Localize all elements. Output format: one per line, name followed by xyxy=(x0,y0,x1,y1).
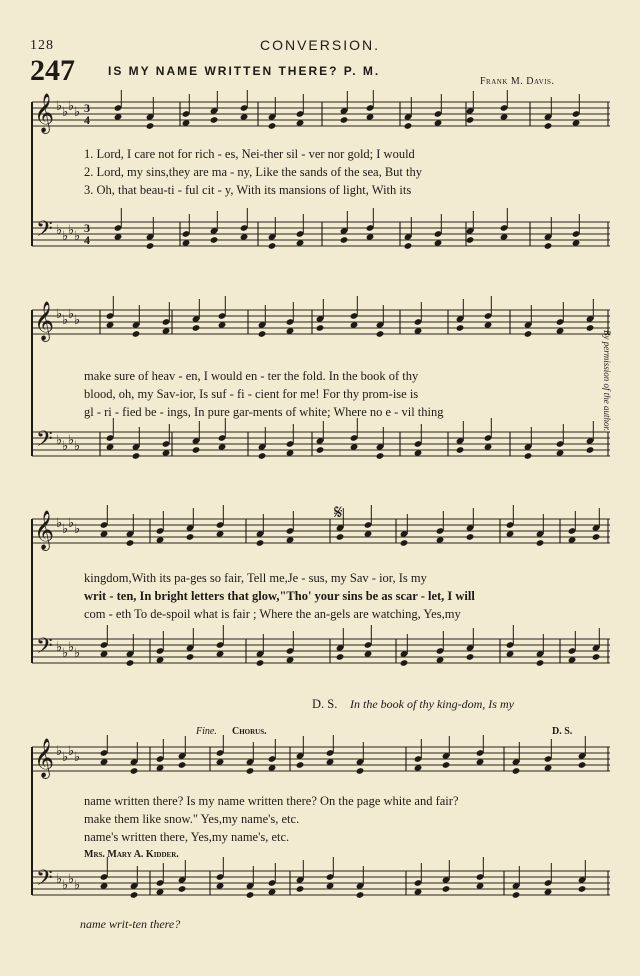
flat-sign-icon: ♭ xyxy=(68,223,75,238)
note-head xyxy=(442,885,451,893)
note-head xyxy=(256,539,265,547)
note-head xyxy=(132,452,141,460)
flat-sign-icon: ♭ xyxy=(56,307,63,322)
time-signature: 4 xyxy=(84,113,90,127)
note-head xyxy=(544,122,553,130)
note-head xyxy=(210,236,219,244)
flat-sign-icon: ♭ xyxy=(62,105,69,120)
note-head xyxy=(466,236,475,244)
note-head xyxy=(512,767,521,775)
lyric-line: 2. Lord, my sins,they are ma - ny, Like the sands of the sea, But thy xyxy=(84,165,423,179)
note-head xyxy=(268,242,277,250)
flat-sign-icon: ♭ xyxy=(74,105,81,120)
bass-clef-icon: 𝄢 xyxy=(36,634,53,664)
note-head xyxy=(592,533,601,541)
bass-clef-icon: 𝄢 xyxy=(36,427,53,457)
time-signature: 3 xyxy=(84,221,90,235)
flat-sign-icon: ♭ xyxy=(56,744,63,759)
note-head xyxy=(296,761,305,769)
note-head xyxy=(524,452,533,460)
lyric-line: gl - ri - fied be - ings, In pure gar-ments of white; Where no e - vil thing xyxy=(84,405,444,419)
flat-sign-icon: ♭ xyxy=(74,878,81,893)
flat-sign-icon: ♭ xyxy=(56,516,63,531)
note-head xyxy=(146,242,155,250)
flat-sign-icon: ♭ xyxy=(74,522,81,537)
lyric-line: name written there? Is my name written there? On the page white and fair? xyxy=(84,794,459,808)
flat-sign-icon: ♭ xyxy=(62,229,69,244)
music-system-1 xyxy=(0,90,640,270)
note-head xyxy=(578,761,587,769)
note-head xyxy=(592,653,601,661)
flat-sign-icon: ♭ xyxy=(62,750,69,765)
note-head xyxy=(466,116,475,124)
lyric-line: kingdom,With its pa-ges so fair, Tell me,Je - sus, my Sav - ior, Is my xyxy=(84,571,427,585)
bass-clef-icon: 𝄢 xyxy=(36,217,53,247)
flat-sign-icon: ♭ xyxy=(68,307,75,322)
ds-lyric: In the book of thy king-dom, Is my xyxy=(350,697,514,711)
note-head xyxy=(544,242,553,250)
note-head xyxy=(536,659,545,667)
note-head xyxy=(256,659,265,667)
note-head xyxy=(586,446,595,454)
note-head xyxy=(132,330,141,338)
lyric-line: 1. Lord, I care not for rich - es, Nei-ther sil - ver nor gold; I would xyxy=(84,147,415,161)
note-head xyxy=(442,761,451,769)
note-head xyxy=(404,242,413,250)
treble-clef-icon: 𝄞 xyxy=(34,510,55,550)
treble-clef-icon: 𝄞 xyxy=(34,93,55,133)
flat-sign-icon: ♭ xyxy=(62,522,69,537)
flat-sign-icon: ♭ xyxy=(68,433,75,448)
note-head xyxy=(246,891,255,899)
segno-icon: 𝄋 xyxy=(334,505,343,524)
note-head xyxy=(316,324,325,332)
note-head xyxy=(456,324,465,332)
note-head xyxy=(340,236,349,244)
note-head xyxy=(356,767,365,775)
note-head xyxy=(578,885,587,893)
time-signature: 4 xyxy=(84,233,90,247)
flat-sign-icon: ♭ xyxy=(68,99,75,114)
hymn-title: IS MY NAME WRITTEN THERE? P. M. xyxy=(108,64,381,78)
note-head xyxy=(466,653,475,661)
running-title: CONVERSION. xyxy=(259,37,380,53)
hymn-number: 247 xyxy=(30,54,75,87)
flat-sign-icon: ♭ xyxy=(62,646,69,661)
note-head xyxy=(258,330,267,338)
note-head xyxy=(316,446,325,454)
note-head xyxy=(178,761,187,769)
flat-sign-icon: ♭ xyxy=(74,646,81,661)
note-head xyxy=(376,452,385,460)
flat-sign-icon: ♭ xyxy=(62,313,69,328)
ds-label-chorus: D. S. xyxy=(552,726,573,737)
note-head xyxy=(400,659,409,667)
note-head xyxy=(336,653,345,661)
fine-label: Fine. xyxy=(196,726,217,737)
flat-sign-icon: ♭ xyxy=(62,439,69,454)
flat-sign-icon: ♭ xyxy=(74,439,81,454)
lyric-line: make them like snow." Yes,my name's, etc. xyxy=(84,812,300,826)
flat-sign-icon: ♭ xyxy=(68,516,75,531)
lyric-line: blood, oh, my Sav-ior, Is suf - fi - cient for me! For thy prom-ise is xyxy=(84,387,419,401)
flat-sign-icon: ♭ xyxy=(68,872,75,887)
lyric-line: 3. Oh, that beau-ti - ful cit - y, With its mansions of light, With its xyxy=(84,183,412,197)
note-head xyxy=(356,891,365,899)
permission-note: By permission of the author. xyxy=(602,330,612,432)
note-head xyxy=(246,767,255,775)
time-signature: 3 xyxy=(84,101,90,115)
note-head xyxy=(456,446,465,454)
note-head xyxy=(524,330,533,338)
note-head xyxy=(268,122,277,130)
flat-sign-icon: ♭ xyxy=(68,640,75,655)
note-head xyxy=(466,533,475,541)
flat-sign-icon: ♭ xyxy=(56,99,63,114)
note-head xyxy=(192,324,201,332)
ds-label: D. S. xyxy=(312,697,338,711)
note-head xyxy=(336,533,345,541)
lyric-line: make sure of heav - en, I would en - ter the fold. In the book of thy xyxy=(84,369,419,383)
note-head xyxy=(210,116,219,124)
chorus-author: Mrs. Mary A. Kidder. xyxy=(84,849,179,860)
flat-sign-icon: ♭ xyxy=(56,433,63,448)
flat-sign-icon: ♭ xyxy=(74,750,81,765)
note-head xyxy=(186,533,195,541)
lyric-line: writ - ten, In bright letters that glow,"Tho' your sins be as scar - let, I will xyxy=(84,589,475,603)
bass-clef-icon: 𝄢 xyxy=(36,866,53,896)
note-head xyxy=(400,539,409,547)
note-head xyxy=(536,539,545,547)
note-head xyxy=(192,446,201,454)
note-head xyxy=(130,767,139,775)
note-head xyxy=(258,452,267,460)
note-head xyxy=(404,122,413,130)
note-head xyxy=(130,891,139,899)
flat-sign-icon: ♭ xyxy=(74,229,81,244)
note-head xyxy=(586,324,595,332)
flat-sign-icon: ♭ xyxy=(68,744,75,759)
flat-sign-icon: ♭ xyxy=(56,223,63,238)
note-head xyxy=(340,116,349,124)
flat-sign-icon: ♭ xyxy=(56,640,63,655)
note-head xyxy=(296,885,305,893)
note-head xyxy=(178,885,187,893)
ds-bottom-lyric: name writ-ten there? xyxy=(80,917,181,931)
flat-sign-icon: ♭ xyxy=(62,878,69,893)
composer-credit: Frank M. Davis. xyxy=(480,76,555,87)
note-head xyxy=(126,659,135,667)
flat-sign-icon: ♭ xyxy=(74,313,81,328)
flat-sign-icon: ♭ xyxy=(56,872,63,887)
page-number: 128 xyxy=(30,38,54,53)
note-head xyxy=(186,653,195,661)
treble-clef-icon: 𝄞 xyxy=(34,738,55,778)
chorus-label: Chorus. xyxy=(232,726,267,737)
lyric-line: name's written there, Yes,my name's, etc. xyxy=(84,830,290,844)
note-head xyxy=(126,539,135,547)
note-head xyxy=(512,891,521,899)
treble-clef-icon: 𝄞 xyxy=(34,301,55,341)
lyric-line: com - eth To de-spoil what is fair ; Where the an-gels are watching, Yes,my xyxy=(84,607,461,621)
note-head xyxy=(376,330,385,338)
note-head xyxy=(146,122,155,130)
